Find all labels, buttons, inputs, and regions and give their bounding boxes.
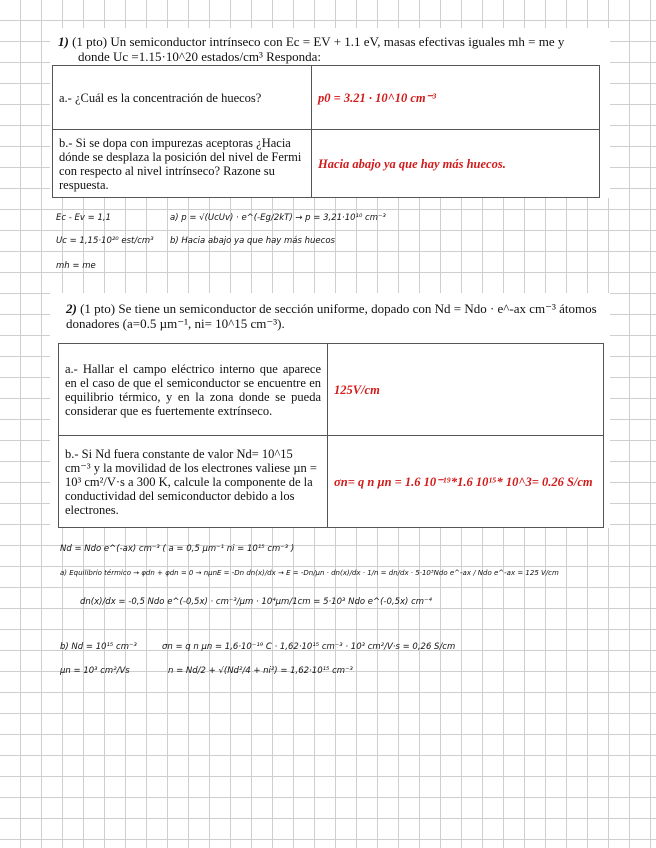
q2-hw-line4-left: b) Nd = 10¹⁵ cm⁻³	[60, 642, 137, 652]
q2-statement	[66, 301, 606, 331]
q1-statement	[58, 34, 603, 64]
q2-hw-line5-right: n = Nd/2 + √(Nd²/4 + ni²) = 1,62·10¹⁵ cm⁻³	[168, 666, 353, 676]
q2-answer-table	[58, 343, 604, 528]
q1b-answer: Hacia abajo ya que hay más huecos.	[312, 130, 600, 198]
table-row	[59, 344, 604, 436]
q1-number: 1)	[58, 34, 69, 49]
q2-hw-line4-right: σn = q n µn = 1,6·10⁻¹⁹ C · 1,62·10¹⁵ cm⁻³ · 10³ cm²/V·s = 0,26 S/cm	[162, 642, 456, 652]
q1a-question: a.- ¿Cuál es la concentración de huecos?	[53, 66, 312, 130]
q2b-question: b.- Si Nd fuera constante de valor Nd= 10^15 cm⁻³ y la movilidad de los electrones valiese µn = 10³ cm²/V·s a 300 K, calcule la componente de la conductividad del semiconductor debido a los electrones.	[59, 436, 328, 528]
q1a-answer: p0 = 3.21 · 10^10 cm⁻³	[312, 66, 600, 130]
q2a-answer: 125V/cm	[328, 344, 604, 436]
q1-hw-line3-left: mh = me	[56, 261, 96, 271]
q1-hw-line1-right: a) p = √(UcUv) · e^(-Eg/2kT) → p = 3,21·10¹⁰ cm⁻³	[170, 213, 386, 223]
q2-hw-line5-left: µn = 10³ cm²/Vs	[60, 666, 130, 676]
q2a-question: a.- Hallar el campo eléctrico interno que aparece en el caso de que el semiconductor se encuentre en equilibrio térmico, y en la zona donde se pueda considerar que es fuertemente extrínseco.	[59, 344, 328, 436]
q1-statement-line2: donde Uc =1.15·10^20 estados/cm³ Responda:	[78, 49, 321, 64]
q1-statement-line1: (1 pto) Un semiconductor intrínseco con Ec = EV + 1.1 eV, masas efectivas iguales mh = me y	[72, 34, 565, 49]
q1-hw-line1-left: Ec - Ev = 1,1	[56, 213, 111, 223]
q2-hw-line3: dn(x)/dx = -0,5 Ndo e^(-0,5x) · cm⁻³/µm · 10⁴µm/1cm = 5·10³ Ndo e^(-0,5x) cm⁻⁴	[80, 597, 432, 607]
q2b-answer: σn= q n µn = 1.6 10⁻¹⁹*1.6 10¹⁵* 10^3= 0.26 S/cm	[328, 436, 604, 528]
q1b-question: b.- Si se dopa con impurezas aceptoras ¿Hacia dónde se desplaza la posición del nivel de Fermi con respecto al nivel intrínseco? Razone su respuesta.	[53, 130, 312, 198]
table-row	[53, 66, 600, 130]
table-row	[53, 130, 600, 198]
q2-hw-line2: a) Equilibrio térmico → φdn + φdn = 0 → nµnE = -Dn dn(x)/dx → E = -Dn/µn · dn(x)/dx · 1/n = dn/dx · 5·10³Ndo e^-ax / Ndo e^-ax = 125 V/cm	[60, 569, 559, 577]
q2-hw-line1: Nd = Ndo e^(-ax) cm⁻³ ( a = 0,5 µm⁻¹ ni = 10¹⁵ cm⁻³ )	[60, 544, 295, 554]
table-row	[59, 436, 604, 528]
q1-answer-table	[52, 65, 600, 198]
q2-statement-line2: donadores (a=0.5 µm⁻¹, ni= 10^15 cm⁻³).	[66, 316, 285, 331]
q2-number: 2)	[66, 301, 77, 316]
q1-hw-line2-right: b) Hacia abajo ya que hay más huecos	[170, 236, 335, 246]
q2-statement-line1: (1 pto) Se tiene un semiconductor de sección uniforme, dopado con Nd = Ndo · e^-ax cm⁻³ átomos	[80, 301, 597, 316]
q1-hw-line2-left: Uc = 1,15·10²⁰ est/cm³	[56, 236, 154, 246]
